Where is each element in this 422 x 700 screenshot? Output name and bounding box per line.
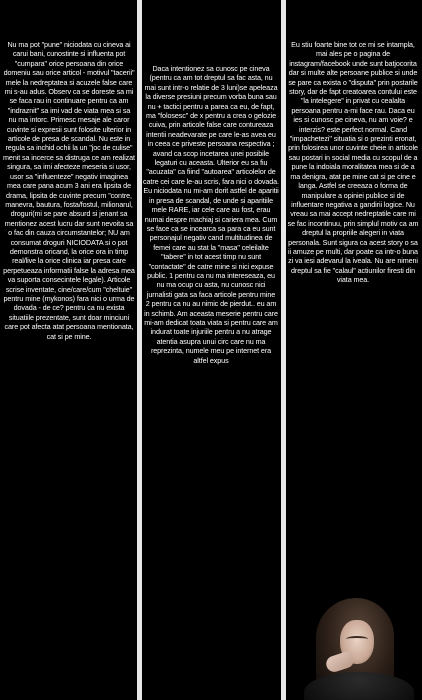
photo-eyes (346, 636, 368, 642)
story-text-middle: Daca intentionez sa cunosc pe cineva (pentru ca am tot dreptul sa fac asta, nu mai sunt intr-o relatie de 3 luni)se apeleaza la diverse presiuni precum vorba buna sau nu + tactici pentru a parea ca eu, de fapt, ma "folosesc" de x pentru a crea o gelozie cuiva, prin articole false care contureaza intentii neadevarate pe care le-as avea eu in ceea ce priveste persoana respectiva ; avand ca scop incetarea unei posibile legaturi cu aceasta. Ulterior eu sa fiu "acuzata" ca fiind "autoarea" articolelor de catre cei care le-au scris, fara nici o dovada. Eu niciodata nu mi-am dorit astfel de aparitii in presa de scandal, de unde si aparitiile mele RARE, iar cele care au fost, erau numai despre machiaj si cariera mea. Cum se face ca se incearca sa para ca eu sunt personajul negativ cand multitudinea de femei care au stat la "masa" celeilalte "tabere" in tot acest timp nu sunt "contactate" de catre mine si nici expuse public. 1 pentru ca nu ma intereseaza, eu nu ma ocup cu asta, nu cunosc nici jurnalisti gata sa faca articole pentru mine 2 pentru ca nu au nimic de pierdut.. eu am in schimb. Am aceasta meserie pentru care mi-am dedicat toata viata si pentru care am indurat toate injuriile pentru a nu atrage atentia asupra unui circ care nu ma reprezinta, numele meu pe internet era altfel expus (143, 64, 279, 365)
profile-photo (286, 584, 422, 700)
story-text-right: Eu stiu foarte bine tot ce mi se intampla, mai ales pe o pagina de instagram/facebook unde sunt batjocorita dar si multe alte persoane publice si unde se pare ca exista o "disputa" prin postarile story, dar de fapt creatoarea contului este "la intelegere" in privat cu cealalta persoana pentru a-mi face rau. Daca eu ies si cunosc pe cineva, nu am voie? e interzis? este perfect normal. Cand "impachetezi" situatia si o prezinti eronat, prin folosirea unor cuvinte cheie in articole sau postari in social media cu scopul de a pune la indoiala moralitatea mea si de a ma denigra, atat pe mine cat si pe cine e langa. Astfel se creeaza o forma de manipulare a opiniei publice si de influentare negativa a gandirii logice. Nu vreau sa mai accept nedreptatile care mi se fac incontinuu, prin simplul motiv ca am dreptul la propriile alegeri in viata personala. Sunt sigura ca acest story o sa ii amuze pe multi, dar poate ca intr-o buna zi va iesi adevarul la iveala. Nu are nimeni dreptul sa fie "calaul" actiunilor firesti din viata mea. (287, 40, 419, 285)
story-text-left: Nu ma pot "pune" niciodata cu cineva ai carui bani, cunostinte si influenta pot "cumpara" orice persoana din orice domeniu sau orice articol - motivul "tacerii" mele la nedreptatea si acuzele false care mi s-au adus. Observ ca se doreste sa mi se faca rau in continuare pentru ca am "indraznit" sa imi vad de viata mea si sa nu ma intorc. Primesc mesaje ale caror cuvinte si expresii sunt folosite ulterior in articole de presa de scandal. Nu este in regula sa inchid ochii la un "joc de culise" menit sa incerce sa distruga ce am realizat singura, sa imi afecteze meseria si usor, usor sa "influenteze" negativ imaginea mea care pana acum 3 ani era lipsita de drama, lipsita de cuvinte precum "contre, manevra, bautura, fosta/fostul, milionarul, droguri(mi se pare absurd si jenant sa mentionez acest lucru dar sunt nevoita sa o fac din cauza circumstantelor; NU am consumat droguri NICIODATA si o pot demonstra oricand, la orice ora in timp real/live la orice clinica iar presa care perpetueaza informatii false la adresa mea va suporta consecintele legale). Articole scrise inventate, cine/care/cum "cheltuie" pentru mine (mykonos) fara nici o urma de dovada - de ce? pentru ca nu exista situatiile prezentate, sunt doar minciuni care pot afecta atat persoana mentionata, cat si pe mine. (3, 40, 135, 341)
column-divider-left (137, 0, 142, 700)
